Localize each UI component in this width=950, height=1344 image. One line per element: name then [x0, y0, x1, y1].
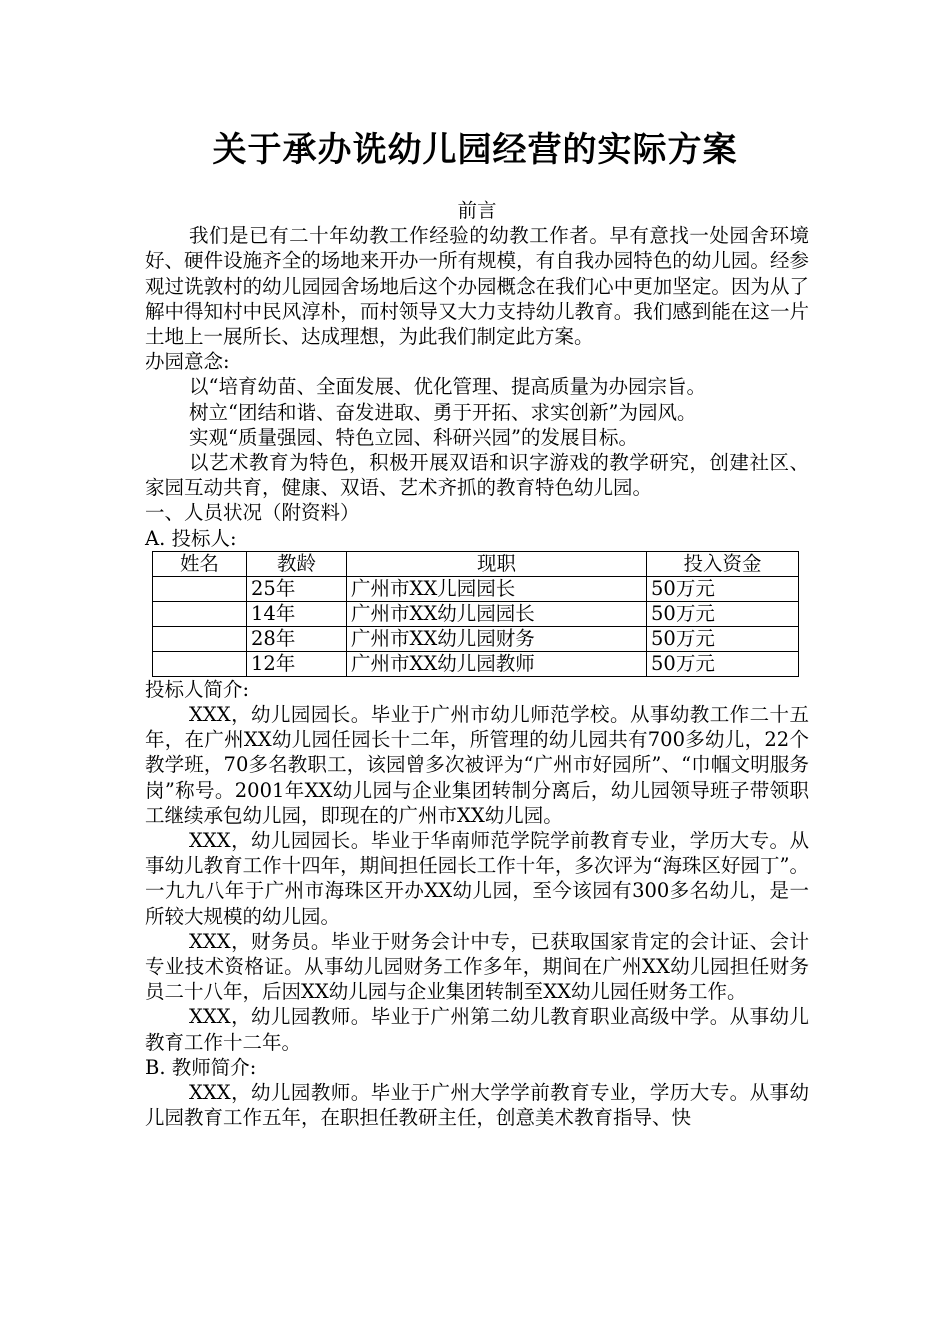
- table-cell: 50万元: [647, 576, 799, 601]
- concept-line: 以“培育幼苗、全面发展、优化管理、提高质量为办园宗旨。: [189, 375, 706, 399]
- table-cell: 50万元: [647, 626, 799, 651]
- table-cell: 50万元: [647, 651, 799, 676]
- bidder-intro-paragraph: XXX，幼儿园教师。毕业于广州第二幼儿教育职业高级中学。从事幼儿教育工作十二年。: [145, 1005, 809, 1054]
- concept-line: 树立“团结和谐、奋发进取、勇于开拓、求实创新”为园风。: [189, 400, 697, 424]
- concept-heading: 办园意念:: [145, 350, 230, 374]
- table-cell: 广州市XX儿园园长: [347, 576, 647, 601]
- table-cell: 广州市XX幼儿园教师: [347, 651, 647, 676]
- table-header-cell: 姓名: [153, 551, 247, 576]
- table-cell: 广州市XX幼儿园园长: [347, 601, 647, 626]
- document-body: [145, 198, 809, 1131]
- table-cell: [153, 601, 247, 626]
- bidder-intro-paragraph: XXX，财务员。毕业于财务会计中专，已获取国家肯定的会计证、会计专业技术资格证。从事幼儿园财务工作多年，期间在广州XX幼儿园担任财务员二十八年，后因XX幼儿园与企业集团转制至XX幼儿园任财务工作。: [145, 929, 809, 1004]
- table-header-row: [153, 551, 799, 576]
- table-row: [153, 626, 799, 651]
- table-cell: [153, 576, 247, 601]
- document-title: 关于承办诜幼儿园经营的实际方案: [212, 130, 738, 170]
- table-cell: 28年: [247, 626, 347, 651]
- table-header-cell: 教龄: [247, 551, 347, 576]
- table-header-cell: 现职: [347, 551, 647, 576]
- table-cell: 25年: [247, 576, 347, 601]
- table-row: [153, 576, 799, 601]
- bidder-intro-paragraph: XXX，幼儿园园长。毕业于华南师范学院学前教育专业，学历大专。从事幼儿教育工作十四年，期间担任园长工作十年，多次评为“海珠区好园丁”。一九九八年于广州市海珠区开办XX幼儿园，至今该园有300多名幼儿，是一所较大规模的幼儿园。: [145, 829, 809, 928]
- table-cell: 12年: [247, 651, 347, 676]
- table-row: [153, 601, 799, 626]
- table-cell: [153, 626, 247, 651]
- table-cell: 14年: [247, 601, 347, 626]
- concept-line: 实观“质量强园、特色立园、科研兴园”的发展目标。: [189, 425, 638, 449]
- table-row: [153, 651, 799, 676]
- table-cell: 50万元: [647, 601, 799, 626]
- teacher-intro-paragraph: XXX，幼儿园教师。毕业于广州大学学前教育专业，学历大专。从事幼儿园教育工作五年，在职担任教研主任，创意美术教育指导、快: [145, 1081, 809, 1130]
- subsection-heading: A. 投标人:: [145, 526, 237, 550]
- bidder-intro-paragraph: XXX，幼儿园园长。毕业于广州市幼儿师范学校。从事幼教工作二十五年，在广州XX幼儿园任园长十二年，所管理的幼儿园共有700多幼儿，22个教学班，70多名教职工，该园曾多次被评为“广州市好园所”、“巾帼文明服务岗”称号。2001年XX幼儿园与企业集团转制分离后，幼儿园领导班子带领职工继续承包幼儿园，即现在的广州市XX幼儿园。: [145, 703, 809, 827]
- investor-table: [152, 551, 799, 677]
- table-cell: 广州市XX幼儿园财务: [347, 626, 647, 651]
- section-heading: 一、人员状况（附资料）: [145, 501, 360, 525]
- bidder-intro-heading: 投标人简介:: [145, 677, 250, 701]
- preface-heading: 前言: [457, 199, 497, 222]
- table-header-cell: 投入资金: [647, 551, 799, 576]
- concept-line: 以艺术教育为特色，积极开展双语和识字游戏的教学研究，创建社区、家园互动共育，健康、双语、艺术齐抓的教育特色幼儿园。: [145, 451, 809, 500]
- subsection-heading: B. 教师简介:: [145, 1055, 257, 1079]
- preface-paragraph: 我们是已有二十年幼教工作经验的幼教工作者。早有意找一处园舍环境好、硬件设施齐全的场地来开办一所有规模，有自我办园特色的幼儿园。经参观过诜敦村的幼儿园园舍场地后这个办园概念在我们心中更加坚定。因为从了解中得知村中民风淳朴，而村领导又大力支持幼儿教育。我们感到能在这一片土地上一展所长、达成理想，为此我们制定此方案。: [145, 224, 809, 349]
- table-cell: [153, 651, 247, 676]
